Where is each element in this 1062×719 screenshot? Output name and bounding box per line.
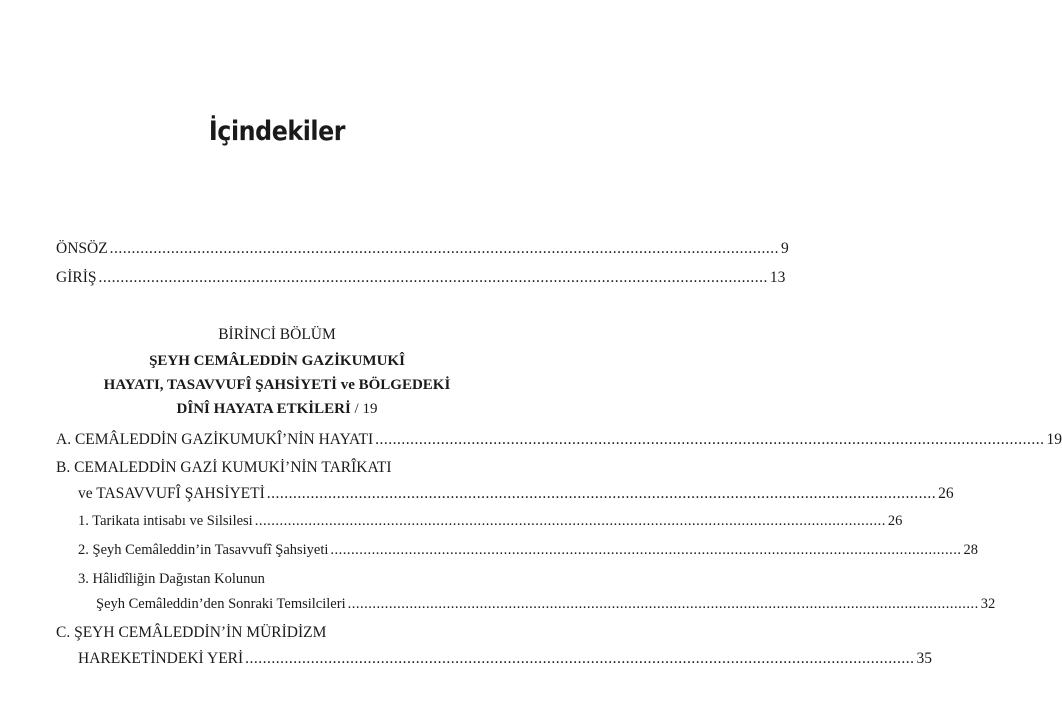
toc-entry-page: 19 (1046, 431, 1062, 448)
toc-entry-label: ve TASAVVUFÎ ŞAHSİYETİ (78, 485, 265, 502)
toc-entry-page: 9 (781, 240, 789, 257)
leader-dots: ......................................................................................................................................................... (347, 596, 979, 612)
toc-entry-label: A. CEMÂLEDDİN GAZİKUMUKÎ’NİN HAYATI (56, 431, 374, 448)
toc-entry-section-b2[interactable] (78, 542, 979, 559)
part-subtitle-page: / 19 (350, 401, 378, 417)
toc-entry-label: 1. Tarikata intisabı ve Silsilesi (78, 513, 253, 529)
toc-entry-section-b3-line2[interactable] (96, 596, 996, 613)
toc-entry-page: 26 (938, 485, 954, 502)
part-subtitle-line2-b: ve (340, 377, 355, 393)
toc-entry-label: Şeyh Cemâleddin’den Sonraki Temsilcileri (96, 596, 346, 612)
toc-entry-label: GİRİŞ (56, 269, 97, 286)
leader-dots: ......................................................................................................................................................... (330, 542, 962, 558)
toc-entry-section-b1[interactable] (78, 513, 903, 530)
leader-dots: ......................................................................................................................................................... (109, 240, 780, 257)
toc-entry-page: 35 (916, 650, 933, 667)
toc-entry-onsoz[interactable] (56, 240, 789, 258)
toc-entry-section-c-line1[interactable] (56, 624, 498, 642)
leader-dots: ......................................................................................................................................................... (254, 513, 886, 529)
leader-dots: ......................................................................................................................................................... (375, 431, 1045, 448)
toc-entry-page: 32 (980, 596, 996, 612)
toc-entry-label: C. ŞEYH CEMÂLEDDİN’İN MÜRİDİZM (56, 624, 327, 641)
toc-entry-section-a[interactable] (56, 431, 1062, 449)
toc-entry-page: 28 (963, 542, 979, 558)
toc-entry-label: B. CEMALEDDİN GAZİ KUMUKİ’NİN TARÎKATI (56, 459, 392, 476)
toc-entry-section-c-line2[interactable] (78, 650, 933, 668)
toc-entry-label: ÖNSÖZ (56, 240, 108, 257)
toc-entry-section-b3-line1[interactable] (78, 571, 498, 588)
toc-entry-label: 2. Şeyh Cemâleddin’in Tasavvufî Şahsiyeti (78, 542, 329, 558)
part-subtitle-line1: ŞEYH CEMÂLEDDİN GAZİKUMUKÎ (149, 353, 405, 369)
toc-entry-section-b-line2[interactable] (78, 485, 954, 503)
toc-entry-label: 3. Hâlidîliğin Dağıstan Kolunun (78, 571, 265, 587)
toc-entry-page: 26 (887, 513, 903, 529)
part-subtitle-line2-a: HAYATI, TASAVVUFÎ ŞAHSİYETİ (103, 377, 341, 393)
page-title: İçindekiler (208, 116, 346, 147)
part-subtitle-line2-c: BÖLGEDEKİ (354, 377, 451, 393)
toc-entry-section-b-line1[interactable] (56, 459, 498, 477)
leader-dots: ......................................................................................................................................................... (266, 485, 937, 502)
leader-dots: ......................................................................................................................................................... (98, 269, 768, 286)
toc-entry-label: HAREKETİNDEKİ YERİ (78, 650, 244, 667)
toc-entry-page: 13 (769, 269, 786, 286)
leader-dots: ......................................................................................................................................................... (245, 650, 915, 667)
part-heading: BİRİNCİ BÖLÜM (218, 326, 336, 343)
part-subtitle-line2 (0, 377, 554, 394)
part-subtitle-line3 (0, 401, 554, 418)
part-subtitle-line3-text: DÎNÎ HAYATA ETKİLERİ (176, 401, 351, 417)
toc-entry-giris[interactable] (56, 269, 786, 287)
